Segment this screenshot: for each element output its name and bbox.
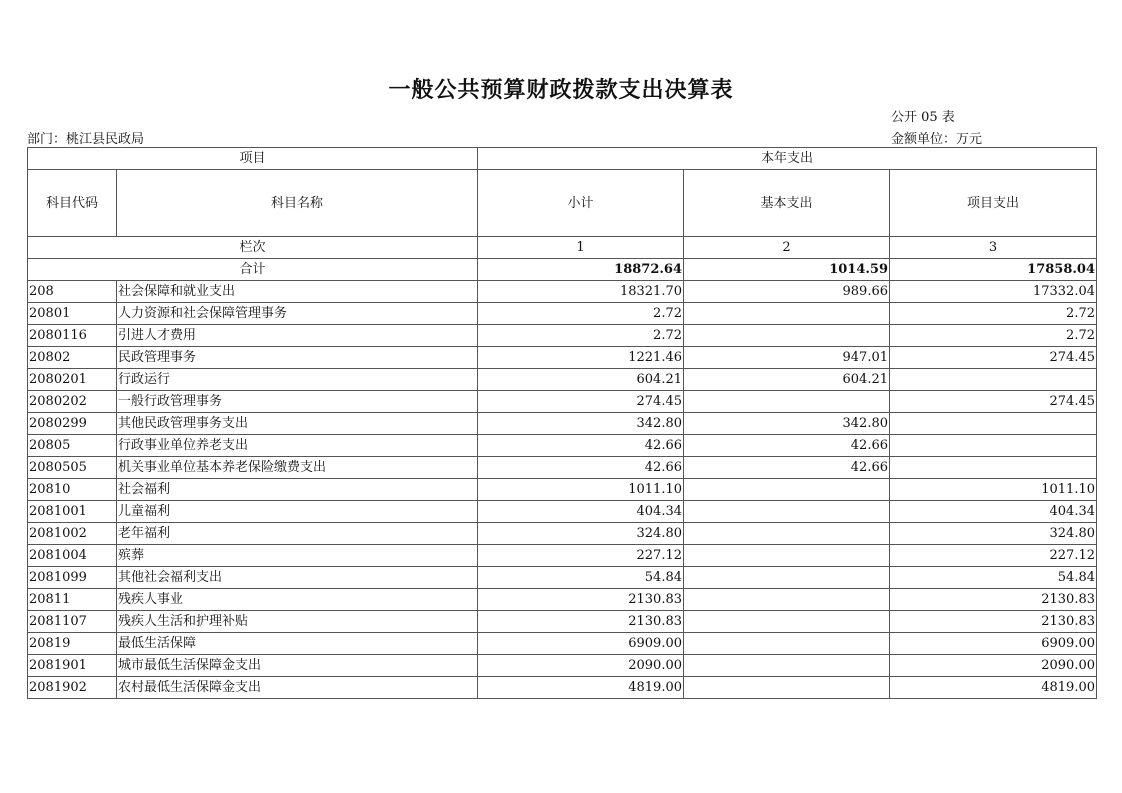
cell-basic: 604.21	[684, 369, 890, 391]
cell-basic	[684, 567, 890, 589]
code-header: 科目代码	[28, 170, 117, 237]
cell-code: 2081902	[28, 677, 117, 699]
cell-name: 社会保障和就业支出	[117, 281, 478, 303]
cell-project: 54.84	[890, 567, 1097, 589]
cell-basic	[684, 479, 890, 501]
cell-subtotal: 42.66	[478, 457, 684, 479]
cell-subtotal: 6909.00	[478, 633, 684, 655]
cell-project	[890, 457, 1097, 479]
cell-name: 殡葬	[117, 545, 478, 567]
table-row	[28, 303, 1097, 325]
table-row	[28, 567, 1097, 589]
cell-subtotal: 4819.00	[478, 677, 684, 699]
cell-code: 2081002	[28, 523, 117, 545]
table-row	[28, 633, 1097, 655]
cell-code: 20801	[28, 303, 117, 325]
total-subtotal: 18872.64	[478, 259, 684, 281]
cell-code: 20819	[28, 633, 117, 655]
cell-subtotal: 2.72	[478, 325, 684, 347]
cell-basic: 989.66	[684, 281, 890, 303]
total-project: 17858.04	[890, 259, 1097, 281]
cell-basic	[684, 677, 890, 699]
cell-name: 城市最低生活保障金支出	[117, 655, 478, 677]
report-title: 一般公共预算财政拨款支出决算表	[388, 78, 734, 103]
cell-project: 1011.10	[890, 479, 1097, 501]
table-row	[28, 413, 1097, 435]
cell-basic: 42.66	[684, 435, 890, 457]
cell-code: 2080202	[28, 391, 117, 413]
table-row	[28, 457, 1097, 479]
subtotal-header: 小计	[478, 170, 684, 237]
cell-project: 2090.00	[890, 655, 1097, 677]
project-expense-header: 项目支出	[890, 170, 1097, 237]
table-row	[28, 325, 1097, 347]
table-row	[28, 655, 1097, 677]
cell-code: 2081001	[28, 501, 117, 523]
cell-subtotal: 2130.83	[478, 589, 684, 611]
column-index-1: 1	[478, 237, 684, 259]
cell-basic: 947.01	[684, 347, 890, 369]
cell-project: 17332.04	[890, 281, 1097, 303]
cell-code: 20811	[28, 589, 117, 611]
current-year-header: 本年支出	[478, 148, 1097, 170]
cell-project: 404.34	[890, 501, 1097, 523]
cell-code: 2080116	[28, 325, 117, 347]
cell-name: 社会福利	[117, 479, 478, 501]
total-row	[28, 259, 1097, 281]
cell-name: 其他社会福利支出	[117, 567, 478, 589]
expenditure-table	[27, 147, 1097, 699]
cell-subtotal: 274.45	[478, 391, 684, 413]
cell-code: 20810	[28, 479, 117, 501]
cell-name: 引进人才费用	[117, 325, 478, 347]
cell-subtotal: 404.34	[478, 501, 684, 523]
cell-name: 老年福利	[117, 523, 478, 545]
cell-basic	[684, 325, 890, 347]
basic-header: 基本支出	[684, 170, 890, 237]
table-row	[28, 391, 1097, 413]
table-row	[28, 347, 1097, 369]
department-label: 部门：桃江县民政局	[27, 132, 145, 147]
column-index-3: 3	[890, 237, 1097, 259]
cell-name: 行政事业单位养老支出	[117, 435, 478, 457]
cell-subtotal: 324.80	[478, 523, 684, 545]
cell-basic	[684, 523, 890, 545]
column-index-label: 栏次	[28, 237, 478, 259]
cell-basic: 42.66	[684, 457, 890, 479]
cell-project: 274.45	[890, 391, 1097, 413]
cell-basic	[684, 611, 890, 633]
cell-subtotal: 604.21	[478, 369, 684, 391]
column-index-2: 2	[684, 237, 890, 259]
cell-basic	[684, 545, 890, 567]
header-row-columns	[28, 170, 1097, 237]
cell-subtotal: 1221.46	[478, 347, 684, 369]
cell-subtotal: 42.66	[478, 435, 684, 457]
cell-subtotal: 2090.00	[478, 655, 684, 677]
cell-project: 2.72	[890, 325, 1097, 347]
table-row	[28, 435, 1097, 457]
cell-name: 残疾人生活和护理补贴	[117, 611, 478, 633]
table-row	[28, 545, 1097, 567]
total-label: 合计	[28, 259, 478, 281]
cell-code: 2081099	[28, 567, 117, 589]
cell-code: 2080299	[28, 413, 117, 435]
cell-project: 324.80	[890, 523, 1097, 545]
table-row	[28, 523, 1097, 545]
cell-code: 2080201	[28, 369, 117, 391]
cell-project: 2.72	[890, 303, 1097, 325]
cell-project	[890, 413, 1097, 435]
cell-basic	[684, 633, 890, 655]
cell-project: 2130.83	[890, 611, 1097, 633]
cell-subtotal: 342.80	[478, 413, 684, 435]
cell-project: 6909.00	[890, 633, 1097, 655]
table-row	[28, 369, 1097, 391]
amount-unit-label: 金额单位：万元	[891, 132, 983, 147]
cell-project: 274.45	[890, 347, 1097, 369]
cell-basic	[684, 589, 890, 611]
table-row	[28, 589, 1097, 611]
cell-project: 2130.83	[890, 589, 1097, 611]
cell-name: 行政运行	[117, 369, 478, 391]
cell-project: 227.12	[890, 545, 1097, 567]
cell-code: 20802	[28, 347, 117, 369]
cell-project	[890, 435, 1097, 457]
cell-name: 人力资源和社会保障管理事务	[117, 303, 478, 325]
cell-project	[890, 369, 1097, 391]
project-header: 项目	[28, 148, 478, 170]
table-row	[28, 479, 1097, 501]
cell-code: 2080505	[28, 457, 117, 479]
cell-subtotal: 2130.83	[478, 611, 684, 633]
form-number: 公开 05 表	[891, 110, 955, 125]
cell-code: 2081107	[28, 611, 117, 633]
cell-subtotal: 18321.70	[478, 281, 684, 303]
cell-project: 4819.00	[890, 677, 1097, 699]
cell-code: 2081901	[28, 655, 117, 677]
table-row	[28, 611, 1097, 633]
cell-code: 208	[28, 281, 117, 303]
cell-name: 民政管理事务	[117, 347, 478, 369]
table-row	[28, 501, 1097, 523]
cell-subtotal: 2.72	[478, 303, 684, 325]
table-row	[28, 281, 1097, 303]
table-row	[28, 677, 1097, 699]
column-index-row	[28, 237, 1097, 259]
cell-basic	[684, 655, 890, 677]
cell-basic	[684, 303, 890, 325]
total-basic: 1014.59	[684, 259, 890, 281]
name-header: 科目名称	[117, 170, 478, 237]
cell-name: 其他民政管理事务支出	[117, 413, 478, 435]
cell-subtotal: 1011.10	[478, 479, 684, 501]
cell-basic: 342.80	[684, 413, 890, 435]
cell-basic	[684, 391, 890, 413]
cell-name: 农村最低生活保障金支出	[117, 677, 478, 699]
cell-subtotal: 227.12	[478, 545, 684, 567]
cell-name: 最低生活保障	[117, 633, 478, 655]
cell-name: 儿童福利	[117, 501, 478, 523]
cell-name: 一般行政管理事务	[117, 391, 478, 413]
header-row-top	[28, 148, 1097, 170]
cell-name: 残疾人事业	[117, 589, 478, 611]
cell-name: 机关事业单位基本养老保险缴费支出	[117, 457, 478, 479]
cell-subtotal: 54.84	[478, 567, 684, 589]
cell-basic	[684, 501, 890, 523]
cell-code: 20805	[28, 435, 117, 457]
cell-code: 2081004	[28, 545, 117, 567]
